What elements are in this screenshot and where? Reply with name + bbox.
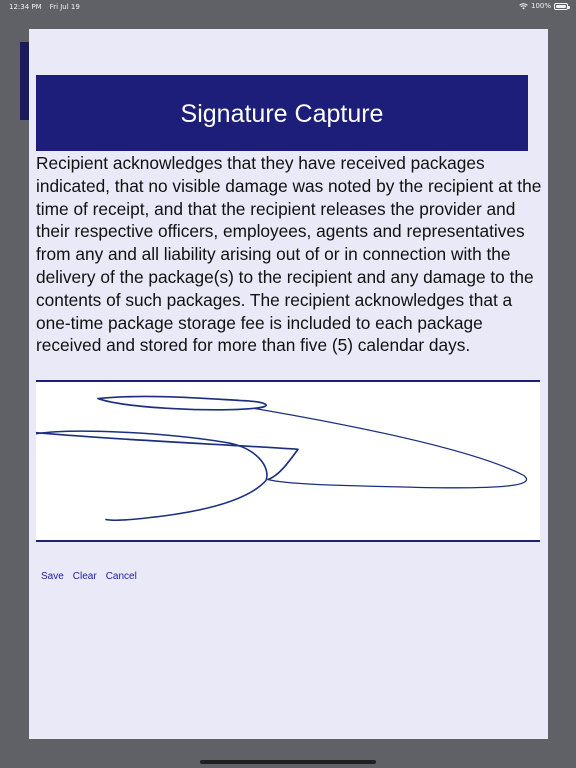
status-left <box>9 3 80 11</box>
battery-cap <box>568 6 570 9</box>
clear-button[interactable]: Clear <box>72 571 97 582</box>
wifi-icon <box>519 3 528 10</box>
dialog-header <box>36 75 528 151</box>
battery-fill <box>556 5 566 8</box>
battery-percentage: 100% <box>530 2 551 10</box>
status-time: 12:34 PM <box>9 3 42 11</box>
save-button[interactable]: Save <box>41 571 64 582</box>
battery-icon <box>554 3 568 10</box>
background-header-edge <box>20 42 29 120</box>
status-date: Fri Jul 19 <box>49 3 80 11</box>
dialog-title: Signature Capture <box>180 99 384 128</box>
action-bar <box>41 571 137 582</box>
signature-dialog <box>29 29 548 739</box>
disclaimer-text: Recipient acknowledges that they have received packages indicated, that no visible damage was noted by the recipient at the time of receipt, and that the recipient releases the provider and their respective officers, employees, agents and representatives from any and all liability arising out of or in connection with the delivery of the package(s) to the recipient and any damage to the contents of such packages. The recipient acknowledges that a one-time package storage fee is included to each package received and stored for more than five (5) calendar days. <box>36 153 542 356</box>
status-right <box>519 2 568 10</box>
signature-stroke <box>36 382 540 540</box>
signature-pad[interactable] <box>36 380 540 542</box>
home-indicator[interactable] <box>200 760 376 764</box>
status-bar <box>0 0 576 14</box>
cancel-button[interactable]: Cancel <box>105 571 137 582</box>
